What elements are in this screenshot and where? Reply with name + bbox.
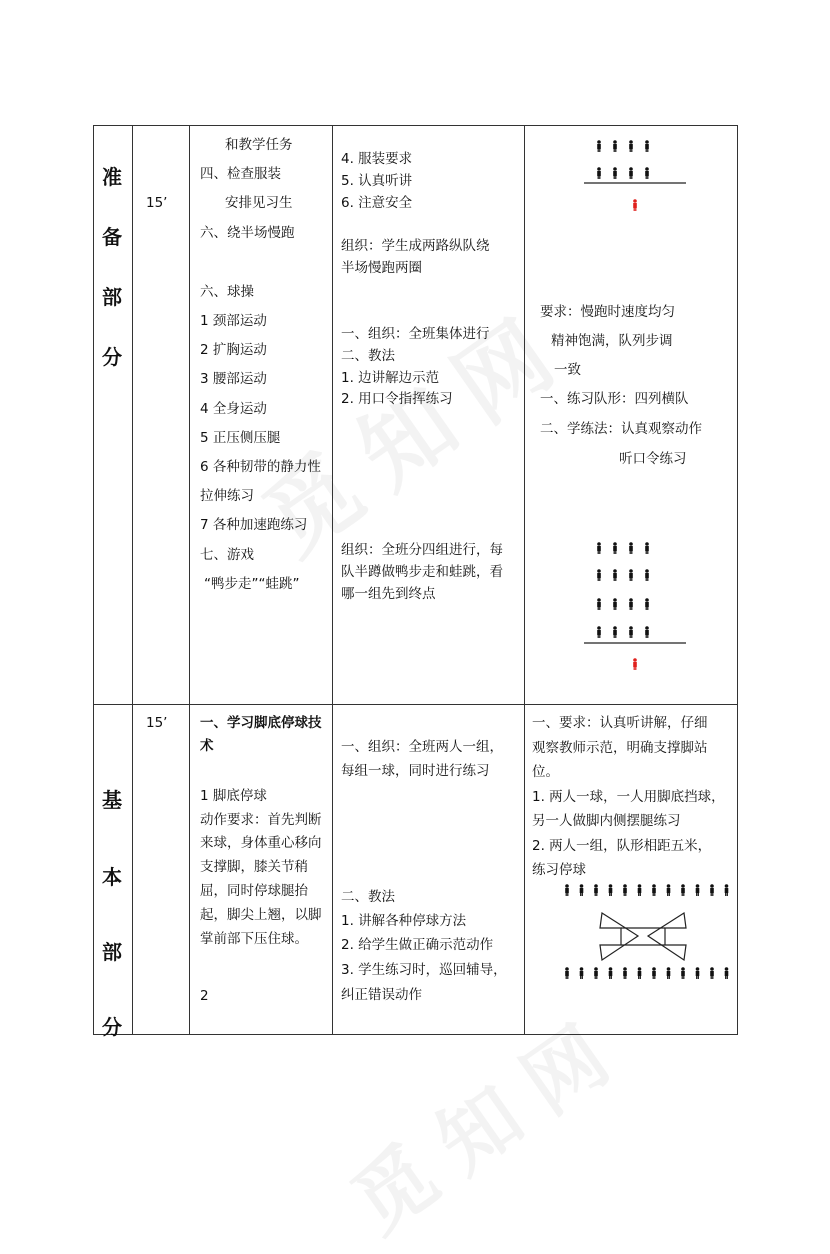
requirement-line: 一、练习队形：四列横队 — [540, 391, 689, 407]
section-title-char: 准 — [102, 165, 122, 189]
lesson-plan-table — [93, 125, 738, 1039]
method-line: 每组一球，同时进行练习 — [341, 763, 490, 779]
student-figure — [623, 884, 627, 896]
student-figure — [667, 967, 671, 979]
student-figure — [645, 626, 649, 638]
student-figure — [613, 569, 617, 581]
content-line: 1 颈部运动 — [200, 313, 267, 329]
requirement-line: 一、要求：认真听讲解，仔细 — [532, 715, 708, 731]
student-figure — [629, 598, 633, 610]
content-line: 7 各种加速跑练习 — [200, 517, 308, 533]
student-figure — [710, 967, 714, 979]
student-figure — [725, 884, 729, 896]
method-line: 组织：学生成两路纵队绕 — [341, 238, 490, 254]
student-figure — [681, 884, 685, 896]
content-line: 四、检查服装 — [200, 166, 281, 182]
content-line: 来球，身体重心移向 — [200, 835, 322, 851]
method-line: 二、教法 — [341, 889, 395, 905]
method-line: 二、教法 — [341, 348, 395, 364]
student-figure — [597, 140, 601, 152]
student-figure — [623, 967, 627, 979]
requirement-line: 位。 — [532, 764, 559, 780]
method-line: 纠正错误动作 — [341, 987, 422, 1003]
content-line: 4 全身运动 — [200, 401, 267, 417]
left-arrow-shape — [648, 913, 686, 960]
student-figure — [696, 884, 700, 896]
student-figure — [652, 884, 656, 896]
content-heading: 术 — [200, 738, 214, 754]
content-line: 起，脚尖上翘，以脚 — [200, 907, 322, 923]
student-figure — [638, 967, 642, 979]
method-line: 哪一组先到终点 — [341, 586, 436, 602]
student-figure — [609, 967, 613, 979]
requirement-line: 练习停球 — [532, 862, 586, 878]
requirement-line: 精神饱满，队列步调 — [551, 333, 673, 349]
section-title-char: 分 — [102, 345, 122, 369]
method-line: 1. 边讲解边示范 — [341, 370, 440, 386]
student-figure — [696, 967, 700, 979]
content-line: 屈，同时停球腿抬 — [200, 883, 308, 899]
requirement-line: 一致 — [554, 362, 581, 378]
student-figure — [597, 626, 601, 638]
student-figure — [565, 967, 569, 979]
student-figure — [565, 884, 569, 896]
teacher-figure — [633, 658, 637, 670]
student-figure — [580, 967, 584, 979]
section-title-char: 部 — [102, 285, 122, 309]
student-figure — [594, 967, 598, 979]
student-figure — [597, 542, 601, 554]
section-title-char: 基 — [102, 788, 122, 812]
student-figure — [613, 626, 617, 638]
method-line: 半场慢跑两圈 — [341, 260, 422, 276]
student-figure — [594, 884, 598, 896]
student-figure — [652, 967, 656, 979]
method-line: 1. 讲解各种停球方法 — [341, 913, 467, 929]
student-figure — [667, 884, 671, 896]
section-title-char: 部 — [102, 940, 122, 964]
student-figure — [629, 569, 633, 581]
method-line: 2. 用口令指挥练习 — [341, 391, 453, 407]
content-line: 2 扩胸运动 — [200, 342, 267, 358]
requirement-line: 听口令练习 — [619, 451, 687, 467]
requirement-line: 2. 两人一组，队形相距五米， — [532, 838, 712, 854]
formation-diagrams — [94, 126, 739, 1036]
method-line: 队半蹲做鸭步走和蛙跳，看 — [341, 564, 503, 580]
content-line: 七、游戏 — [200, 547, 254, 563]
method-line: 6. 注意安全 — [341, 195, 413, 211]
method-line: 3. 学生练习时，巡回辅导， — [341, 962, 507, 978]
content-line: 安排见习生 — [225, 195, 293, 211]
student-figure — [597, 569, 601, 581]
student-figure — [613, 167, 617, 179]
content-line: 6 各种韧带的静力性 — [200, 459, 321, 475]
content-heading: 一、学习脚底停球技 — [200, 715, 322, 731]
teacher-figure — [633, 199, 637, 211]
method-line: 2. 给学生做正确示范动作 — [341, 937, 494, 953]
student-figure — [580, 884, 584, 896]
right-arrow-shape — [600, 913, 638, 960]
content-line: 六、球操 — [200, 284, 254, 300]
student-figure — [597, 167, 601, 179]
student-figure — [645, 140, 649, 152]
requirement-line: 另一人做脚内侧摆腿练习 — [532, 813, 681, 829]
method-line: 5. 认真听讲 — [341, 173, 413, 189]
content-line: 动作要求：首先判断 — [200, 812, 322, 828]
content-line: 和教学任务 — [225, 137, 293, 153]
content-line: 支撑脚，膝关节稍 — [200, 859, 308, 875]
section-title-char: 本 — [102, 865, 122, 889]
method-line: 组织：全班分四组进行，每 — [341, 542, 503, 558]
student-figure — [645, 598, 649, 610]
content-line: 3 腰部运动 — [200, 371, 267, 387]
content-line: 掌前部下压住球。 — [200, 931, 308, 947]
time-cell: 15’ — [146, 195, 168, 211]
student-figure — [710, 884, 714, 896]
student-figure — [629, 542, 633, 554]
student-figure — [638, 884, 642, 896]
student-figure — [613, 598, 617, 610]
student-figure — [629, 140, 633, 152]
student-figure — [597, 598, 601, 610]
student-figure — [613, 140, 617, 152]
method-line: 一、组织：全班集体进行 — [341, 326, 490, 342]
section-title-char: 分 — [102, 1015, 122, 1039]
time-cell: 15’ — [146, 715, 168, 731]
student-figure — [645, 569, 649, 581]
section-title-char: 备 — [102, 225, 122, 249]
method-line: 一、组织：全班两人一组， — [341, 739, 503, 755]
requirement-line: 二、学练法：认真观察动作 — [540, 421, 702, 437]
content-line: 1 脚底停球 — [200, 788, 267, 804]
content-line: 2 — [200, 988, 209, 1004]
student-figure — [629, 626, 633, 638]
requirement-line: 1. 两人一球，一人用脚底挡球， — [532, 789, 725, 805]
student-figure — [725, 967, 729, 979]
content-line: 六、绕半场慢跑 — [200, 225, 295, 241]
student-figure — [629, 167, 633, 179]
content-line: “鸭步走”“蛙跳” — [204, 576, 300, 592]
content-line: 5 正压侧压腿 — [200, 430, 281, 446]
requirement-line: 观察教师示范，明确支撑脚站 — [532, 740, 708, 756]
student-figure — [609, 884, 613, 896]
student-figure — [645, 542, 649, 554]
student-figure — [613, 542, 617, 554]
student-figure — [681, 967, 685, 979]
content-line: 拉伸练习 — [200, 488, 254, 504]
student-figure — [645, 167, 649, 179]
method-line: 4. 服装要求 — [341, 151, 413, 167]
requirement-line: 要求：慢跑时速度均匀 — [540, 304, 675, 320]
